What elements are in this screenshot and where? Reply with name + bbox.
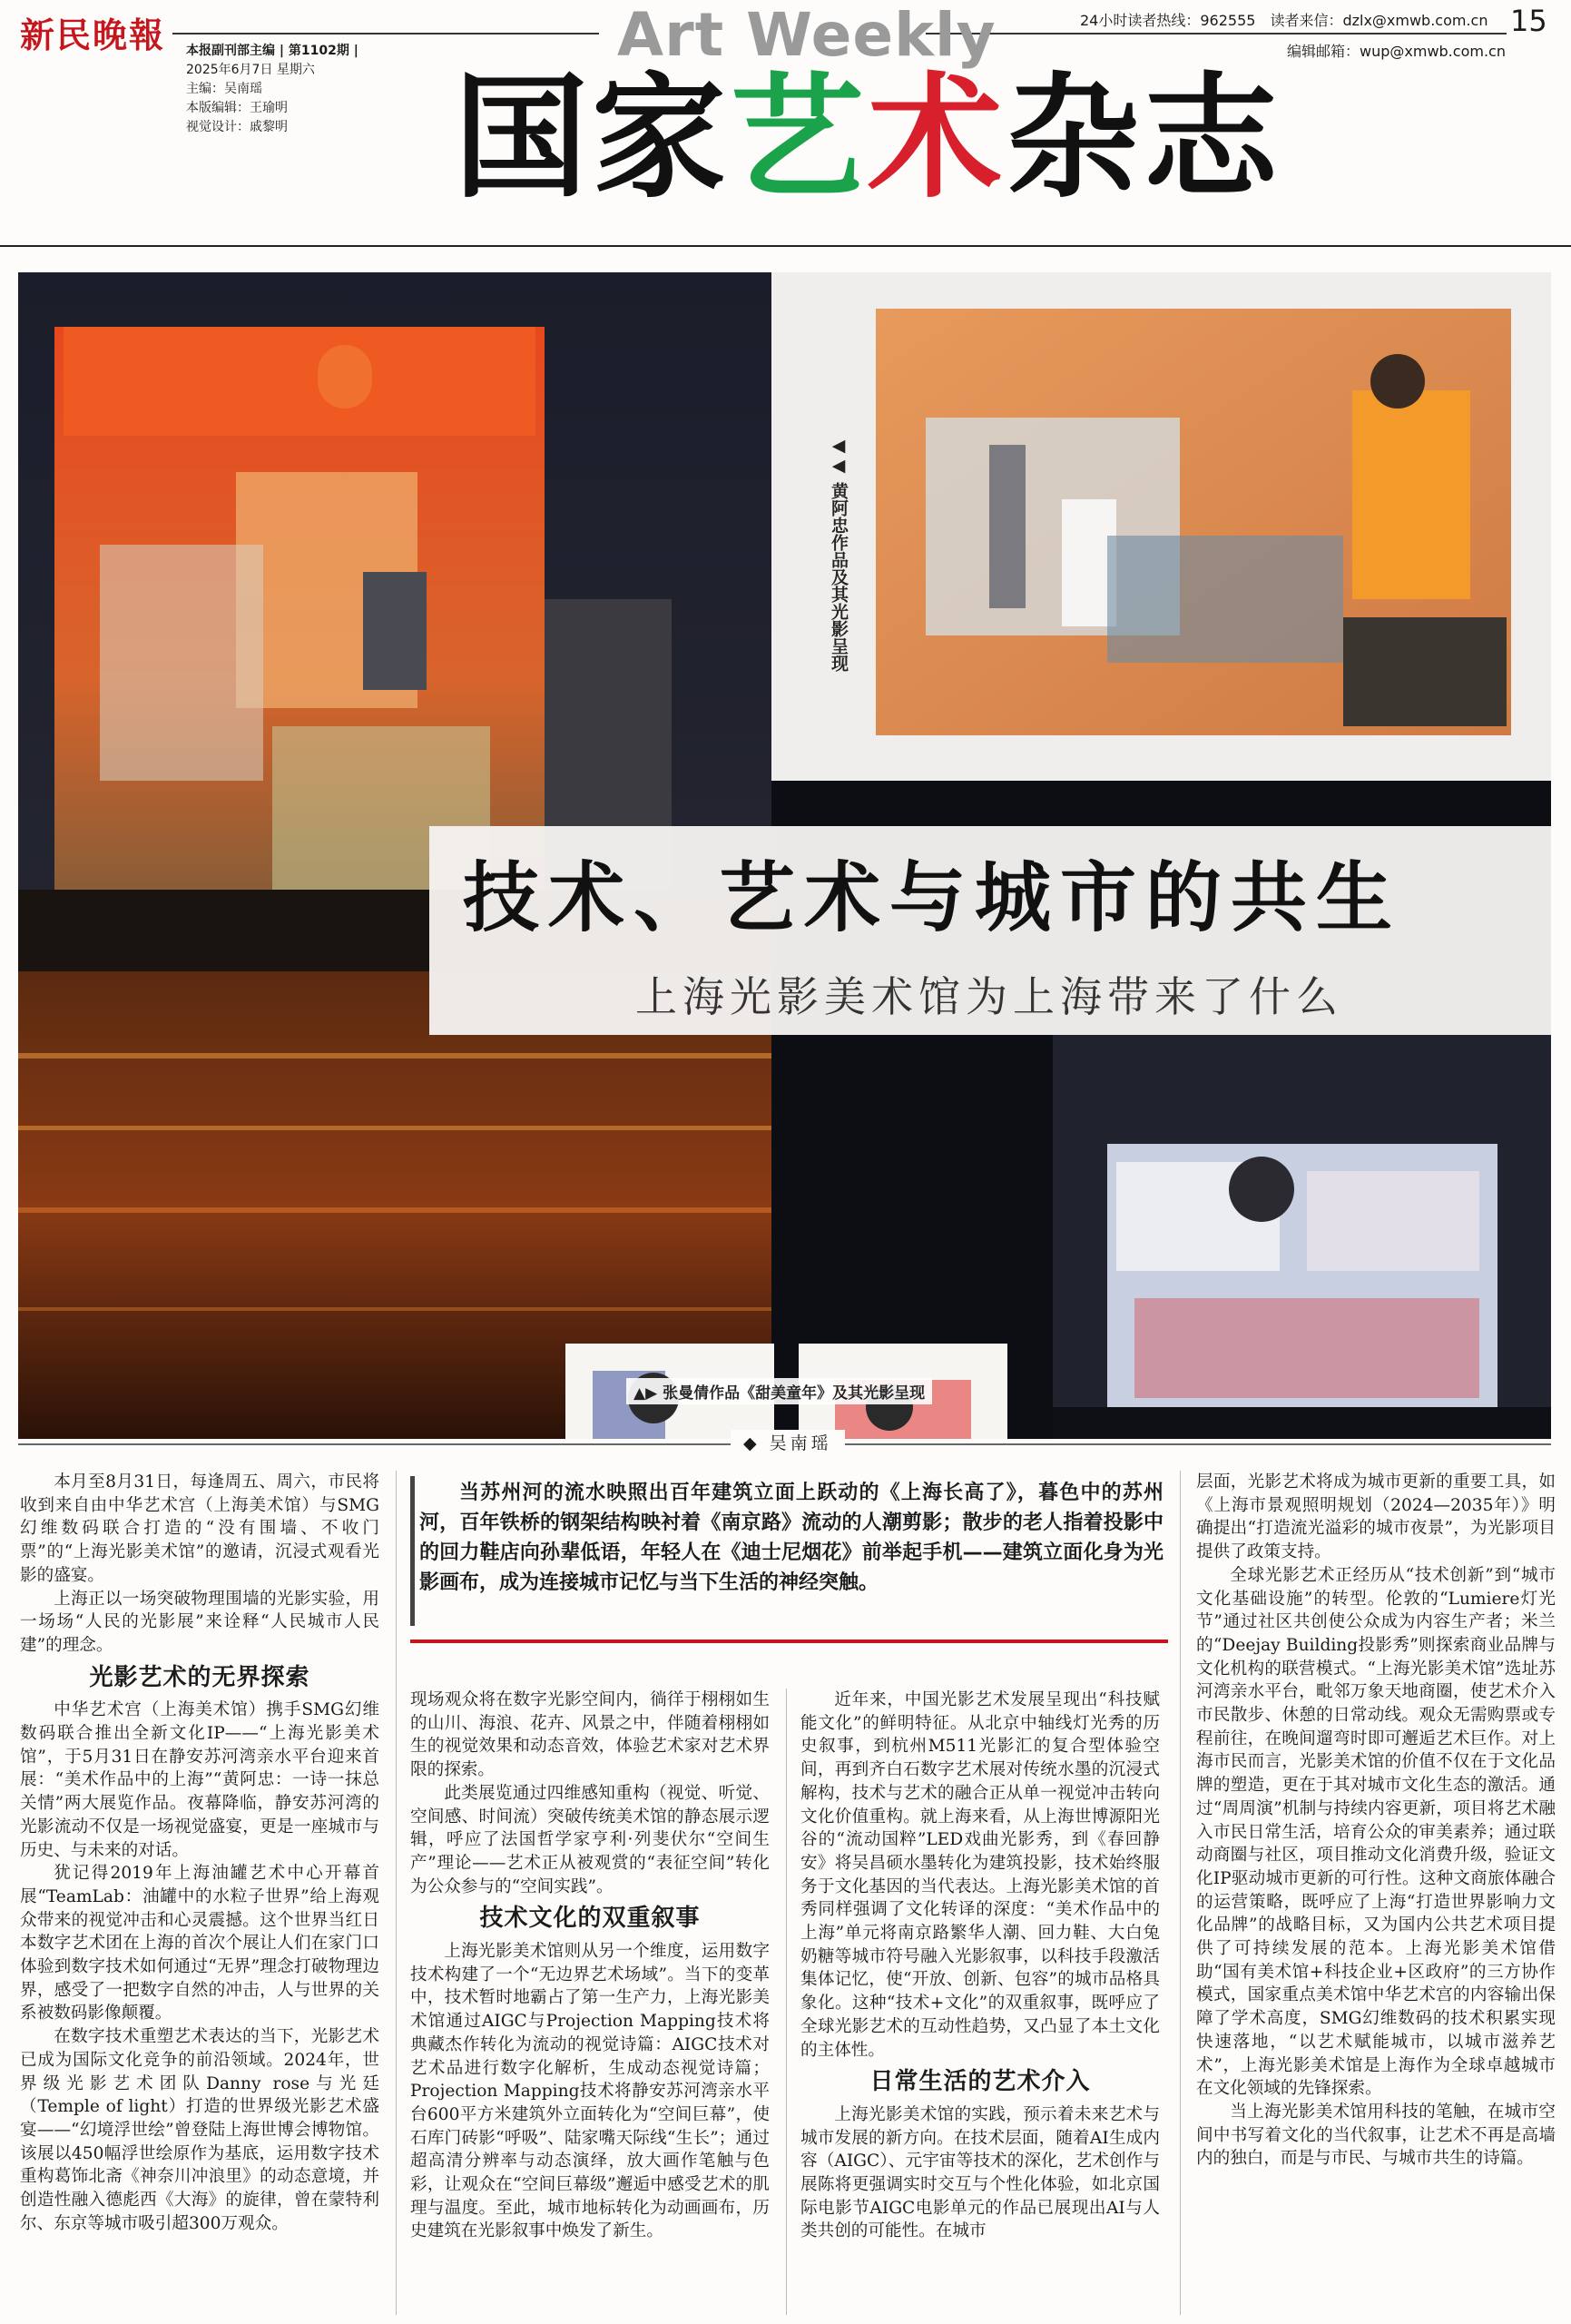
article-subheadline: 上海光影美术馆为上海带来了什么 — [635, 972, 1343, 1021]
title-part-1: 国家 — [454, 60, 730, 216]
paragraph: 中华艺术宫（上海美术馆）携手SMG幻维数码联合推出全新文化IP——“上海光影美术馆”，于5月31日在静安苏河湾亲水平台迎来首展：“美术作品中的上海”“黄阿忠：一诗一抹总关情”两大展览作品。夜幕降临，静安苏河湾的光影流动不仅是一场视觉盛宴，更是一座城市与历史、与未来的对话。 — [20, 1700, 379, 1860]
masthead-rule-right — [926, 33, 1507, 34]
issue-date: 2025年6月7日 星期六 — [186, 63, 315, 77]
newspaper-logo: 新民晚報 — [20, 15, 166, 55]
article-column-4 — [1196, 1471, 1556, 2171]
paragraph: 本月至8月31日，每逢周五、周六，市民将收到来自由中华艺术宫（上海美术馆）与SMG幻维数码联合打造的“没有围墙、不收门票”的“上海光影美术馆”的邀请，沉浸式观看光影的盛宴。 — [20, 1472, 379, 1585]
pullquote: 当苏州河的流水映照出百年建筑立面上跃动的《上海长高了》，暮色中的苏州河，百年铁桥的钢架结构映衬着《南京路》流动的人潮剪影；散步的老人指着投影中的回力鞋店向孙辈低语，年轻人在《迪士尼烟花》前举起手机——建筑立面化身为光影画布，成为连接城市记忆与当下生活的神经突触。 — [419, 1482, 1164, 1594]
column-divider — [786, 1689, 787, 2315]
paragraph: 在数字技术重塑艺术表达的当下，光影艺术已成为国际文化竞争的前沿领域。2024年，世界级光影艺术团队Danny rose与光廷（Temple of light）打造的世界级光影艺术盛宴——“幻境浮世绘”曾登陆上海世博会博物馆。该展以450幅浮世绘原作为基底，运用数字技术重构葛饰北斋《神奈川冲浪里》的动态意境，并创造性融入德彪西《大海》的旋律，曾在蒙特利尔、东京等城市吸引超300万观众。 — [20, 2027, 379, 2233]
article-column-2 — [410, 1689, 770, 2243]
masthead-rule-left — [172, 33, 599, 34]
article-column-1 — [20, 1471, 379, 2236]
pullquote-bar — [410, 1476, 415, 1626]
paragraph: 犹记得2019年上海油罐艺术中心开幕首展“TeamLab：油罐中的水粒子世界”给上海观众带来的视觉冲击和心灵震撼。这个世界当红日本数字艺术团在上海的首次个展让人们在家门口体验到数字技术如何通过“无界”理念打破物理边界，感受了一把数字自然的冲击，人与世界的关系被数码影像颠覆。 — [20, 1864, 379, 2024]
title-part-4: 杂志 — [1006, 60, 1281, 216]
pullquote-rule — [410, 1640, 1168, 1643]
section-heading: 日常生活的艺术介入 — [869, 2068, 1091, 2096]
page-number: 15 — [1510, 4, 1547, 38]
title-part-2: 艺 — [730, 60, 868, 216]
projection-photo-2 — [1053, 1035, 1551, 1439]
masthead-bottom-rule — [0, 245, 1571, 247]
column-divider — [1180, 1471, 1181, 2315]
article-column-3 — [800, 1689, 1160, 2243]
section-title-cn — [454, 60, 1281, 216]
paragraph: 当上海光影美术馆用科技的笔触，在城市空间中书写着文化的当代叙事，让艺术不再是高墙内的独白，而是与市民、与城市共生的诗篇。 — [1196, 2102, 1556, 2169]
paragraph: 此类展览通过四维感知重构（视觉、听觉、空间感、时间流）突破传统美术馆的静态展示逻辑，呼应了法国哲学家亨利·列斐伏尔“空间生产”理论——艺术正从被观赏的“表征空间”转化为公众参与的“空间实践”。 — [410, 1783, 770, 1896]
section-title-en: Art Weekly — [617, 0, 997, 70]
paragraph: 上海光影美术馆的实践，预示着未来艺术与城市发展的新方向。在技术层面，随着AI生成内容（AIGC）、元宇宙等技术的深化，艺术创作与展陈将更强调实时交互与个性化体验，如北京国际电影节AIGC电影单元的作品已展现出AI与人类共创的可能性。在城市 — [800, 2104, 1160, 2241]
editor-email: 编辑邮箱：wup@xmwb.com.cn — [1287, 43, 1506, 60]
title-part-3: 术 — [868, 60, 1006, 216]
author-byline: ◆ 吴南瑶 — [731, 1430, 845, 1454]
page-editor: 本版编辑：王瑜明 — [186, 101, 288, 115]
caption-zhang-manqian: ▲▶ 张曼倩作品《甜美童年》及其光影呈现 — [626, 1378, 932, 1404]
paragraph: 层面，光影艺术将成为城市更新的重要工具，如《上海市景观照明规划（2024—2035年）》明确提出“打造流光溢彩的城市夜景”，为光影项目提供了政策支持。 — [1196, 1472, 1556, 1562]
chief-editor: 主编：吴南瑶 — [186, 82, 262, 96]
reader-hotline: 24小时读者热线：962555 读者来信：dzlx@xmwb.com.cn — [1080, 12, 1488, 29]
column-divider — [396, 1471, 397, 2315]
masthead — [0, 0, 1571, 263]
paragraph: 近年来，中国光影艺术发展呈现出“科技赋能文化”的鲜明特征。从北京中轴线灯光秀的历史叙事，到杭州M511光影汇的复合型体验空间，再到齐白石数字艺术展对传统水墨的沉浸式解构，技术与艺术的融合正从单一视觉冲击转向文化价值重构。就上海来看，从上海世博源阳光谷的“流动国粹”LED戏曲光影秀，到《春回静安》将吴昌硕水墨转化为建筑投影，技术始终服务于文化基因的当代表达。上海光影美术馆的首秀同样强调了文化转译的深度：“美术作品中的上海”单元将南京路繁华人潮、回力鞋、大白兔奶糖等城市符号融入光影叙事，以科技手段激活集体记忆，使“开放、创新、包容”的城市品格具象化。这种“技术+文化”的双重叙事，既呼应了全球光影艺术的互动性趋势，又凸显了本土文化的主体性。 — [800, 1690, 1160, 2060]
section-heading: 技术文化的双重叙事 — [479, 1905, 701, 1933]
caption-huang-azhong: ◀◀ 黄阿忠作品及其光影呈现 — [829, 436, 849, 672]
section-heading: 光影艺术的无界探索 — [89, 1663, 310, 1691]
article-headline: 技术、艺术与城市的共生 — [463, 853, 1402, 942]
issue-line: 本报副刊部主编 | 第1102期 | — [186, 44, 358, 58]
paragraph: 现场观众将在数字光影空间内，徜徉于栩栩如生的山川、海浪、花卉、风景之中，伴随着栩栩如生的视觉效果和动态音效，体验艺术家对艺术界限的探索。 — [410, 1690, 770, 1780]
visual-designer: 视觉设计：戚黎明 — [186, 120, 288, 134]
paragraph: 全球光影艺术正经历从“技术创新”到“城市文化基础设施”的转型。伦敦的“Lumiere灯光节”通过社区共创使公众成为内容生产者；米兰的“Deejay Building投影秀”则探索商业品牌与文化机构的联营模式。“上海光影美术馆”选址苏河湾亲水平台，毗邻万象天地商圈，使艺术介入市民散步、休憩的日常动线。观众无需购票或专程前往，在晚间遛弯时即可邂逅艺术巨作。对上海市民而言，光影美术馆的价值不仅在于文化品牌的塑造，更在于其对城市文化生态的激活。通过“周周演”机制与持续内容更新，项目将艺术融入市民日常生活，培育公众的审美素养；通过联动商圈与社区，项目推动文化消费升级，验证文化IP驱动城市更新的可行性。这种文商旅体融合的运营策略，既呼应了上海“打造世界影响力文化品牌”的战略目标，又为国内公共艺术项目提供了可持续发展的范本。上海光影美术馆借助“国有美术馆+科技企业+区政府”的三方协作模式，国家重点美术馆中华艺术宫的内容输出保障了学术高度，SMG幻维数码的技术积累实现快速落地，“以艺术赋能城市，以城市滋养艺术”，上海光影美术馆是上海作为全球卓越城市在文化领域的先锋探索。 — [1196, 1565, 1556, 2099]
paragraph: 上海正以一场突破物理围墙的光影实验，用一场场“人民的光影展”来诠释“人民城市人民建”的理念。 — [20, 1589, 379, 1655]
issue-meta — [186, 42, 358, 137]
paragraph: 上海光影美术馆则从另一个维度，运用数字技术构建了一个“无边界艺术场域”。当下的变革中，技术暂时地霸占了第一生产力，上海光影美术馆通过AIGC与Projection Mapping技术将典藏杰作转化为流动的视觉诗篇：AIGC技术对艺术品进行数字化解析，生成动态视觉诗篇；Projection Mapping技术将静安苏河湾亲水平台600平方米建筑外立面转化为“空间巨幕”，使石库门砖影“呼吸”、陆家嘴天际线“生长”；通过超高清分辨率与动态演绎，放大画作笔触与色彩，让观众在“空间巨幕级”邂逅中感受艺术的肌理与温度。至此，城市地标转化为动画画布，历史建筑在光影叙事中焕发了新生。 — [410, 1942, 770, 2241]
